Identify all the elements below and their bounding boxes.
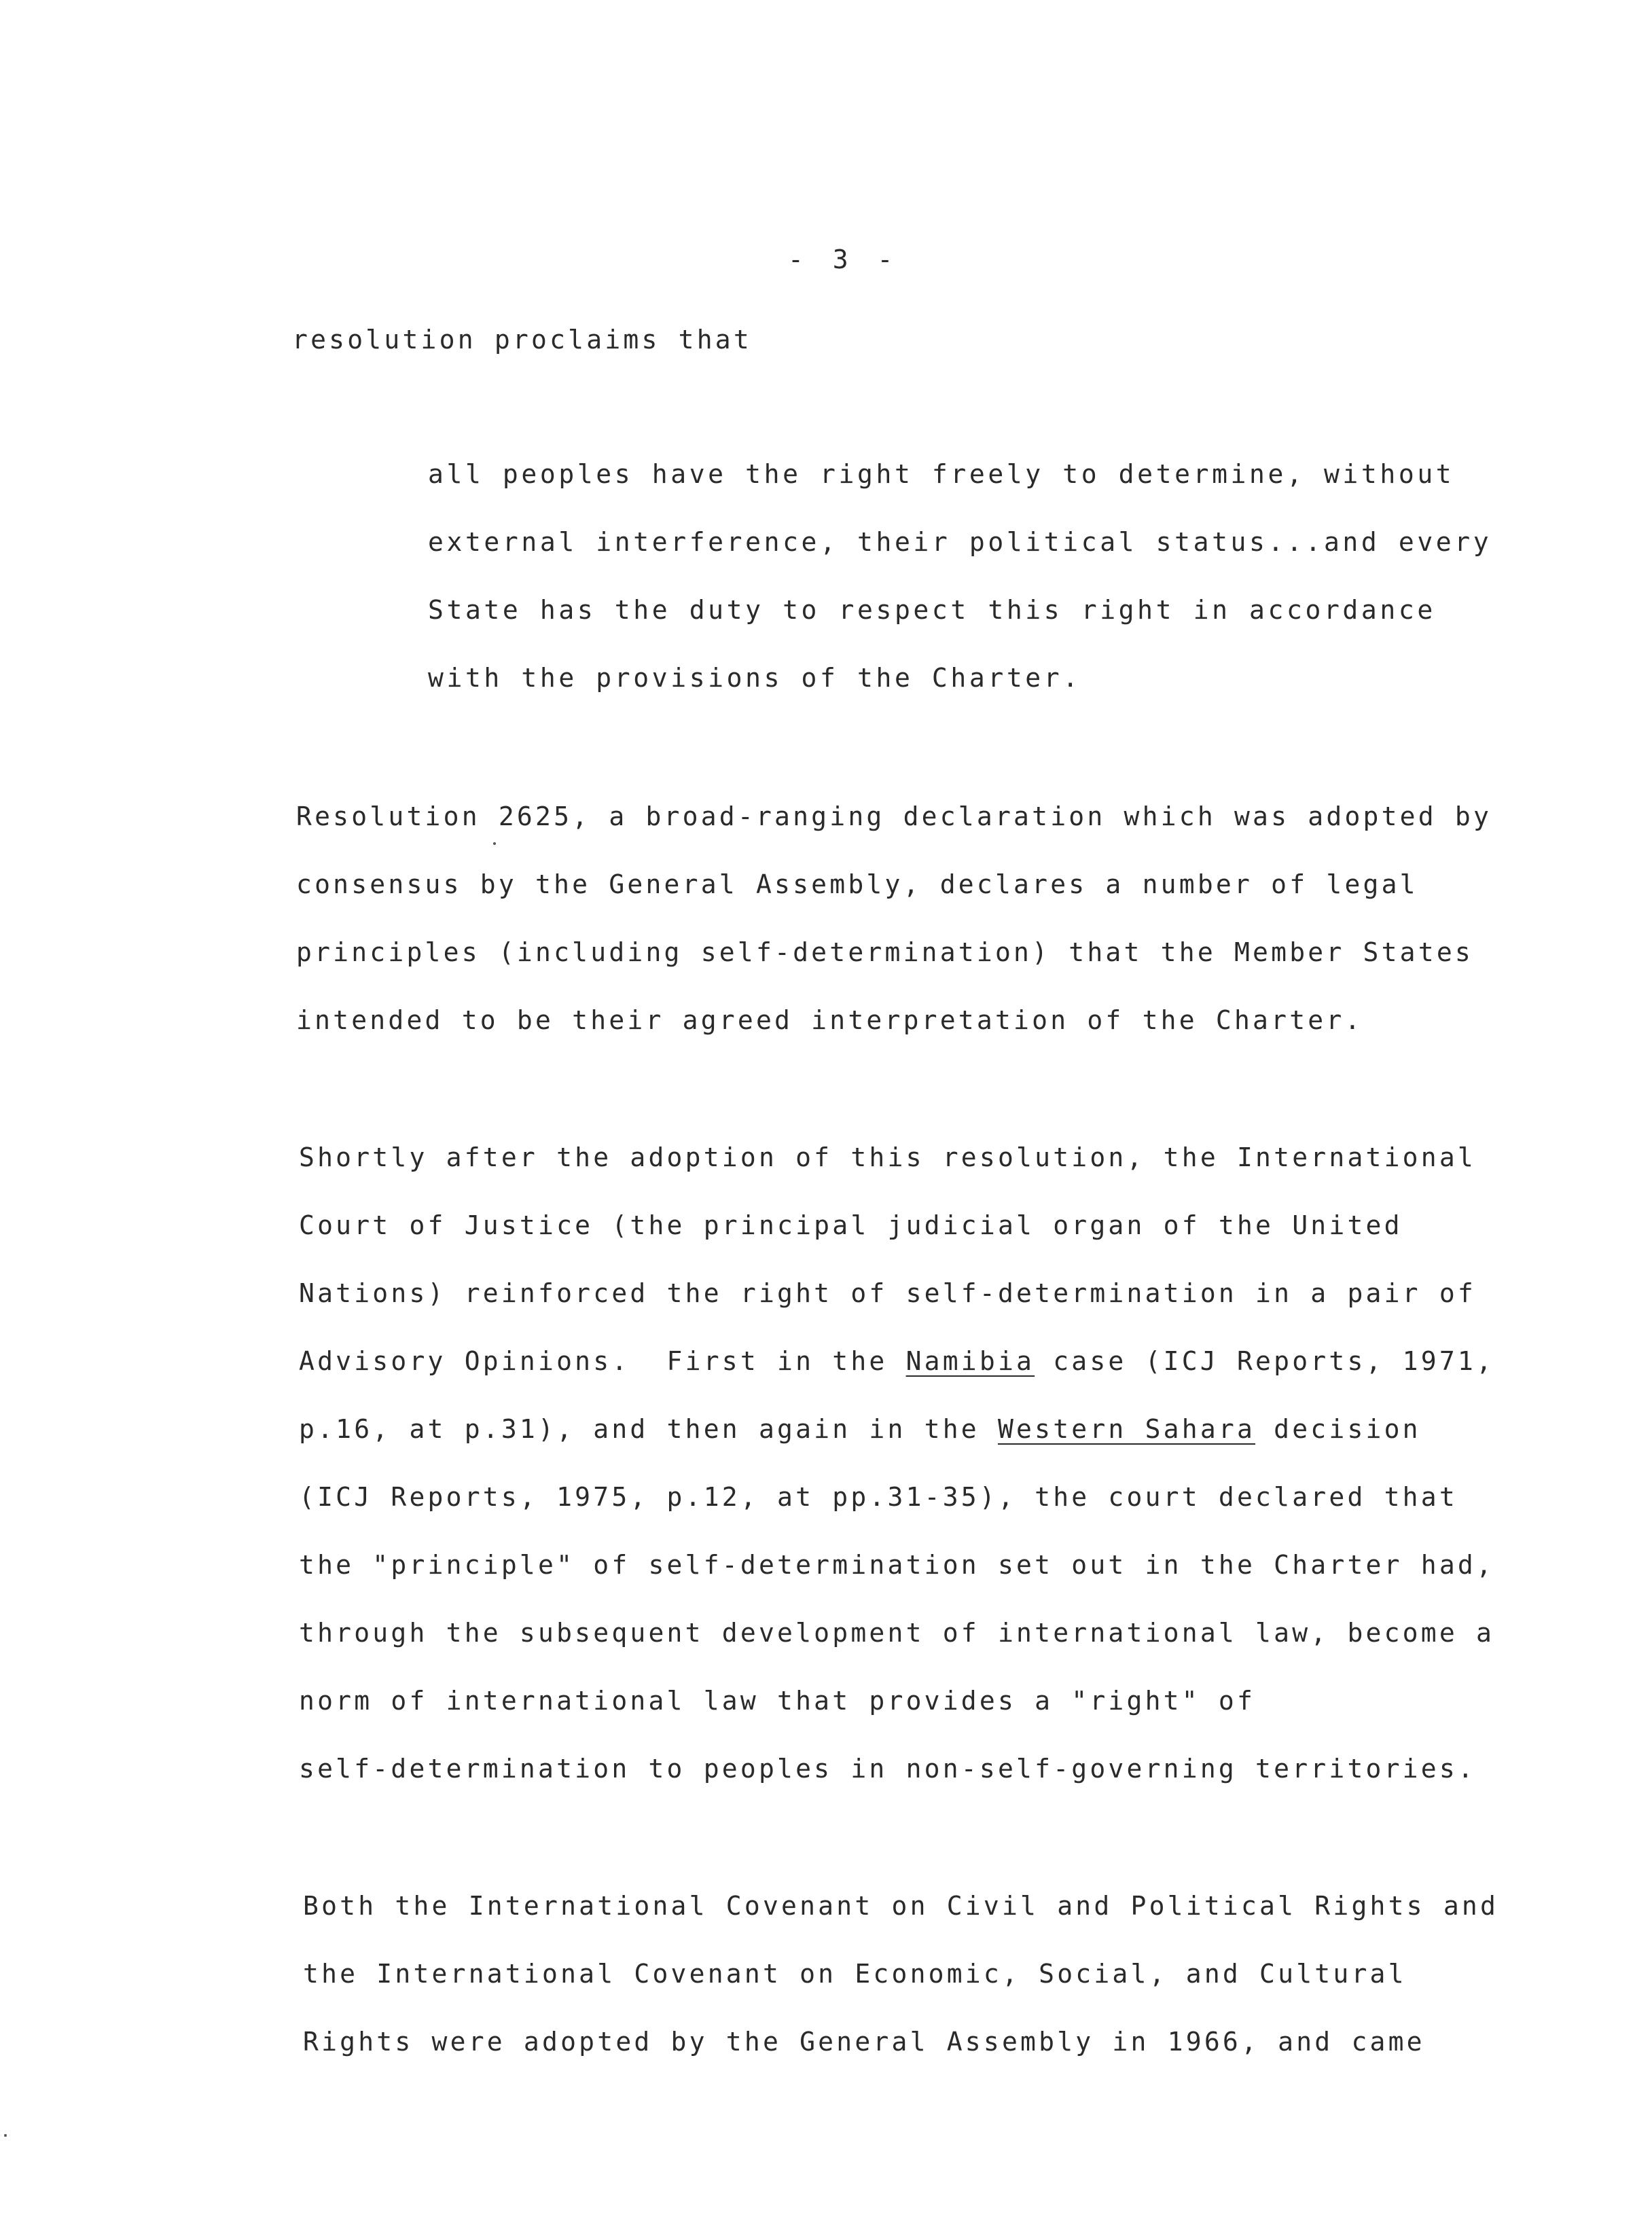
- quote-line: all peoples have the right freely to determine, without: [428, 459, 1455, 489]
- intro-line: resolution proclaims that: [292, 325, 752, 355]
- paragraph-line: [299, 1413, 1421, 1445]
- paragraph-line: (ICJ Reports, 1975, p.12, at pp.31-35), the court declared that: [299, 1482, 1458, 1512]
- quote-line: State has the duty to respect this right in accordance: [428, 595, 1436, 625]
- paragraph-line: through the subsequent development of international law, become a: [299, 1618, 1495, 1648]
- paragraph-line: self-determination to peoples in non-self-governing territories.: [299, 1754, 1476, 1784]
- quote-line: external interference, their political status...and every: [428, 527, 1492, 557]
- paragraph-line: intended to be their agreed interpretation of the Charter.: [296, 1005, 1363, 1035]
- paragraph-line: [299, 1345, 1494, 1377]
- text-span: case (ICJ Reports, 1971,: [1035, 1346, 1495, 1376]
- paragraph-line: Nations) reinforced the right of self-determination in a pair of: [299, 1278, 1476, 1308]
- text-span: p.16, at p.31), and then again in the: [299, 1414, 998, 1444]
- paragraph-line: Court of Justice (the principal judicial organ of the United: [299, 1210, 1403, 1240]
- paragraph-line: the "principle" of self-determination set out in the Charter had,: [299, 1550, 1495, 1580]
- paragraph-line: Resolution 2625, a broad-ranging declaration which was adopted by: [296, 801, 1492, 831]
- scan-speck: [4, 2134, 7, 2137]
- scan-speck: [493, 842, 496, 845]
- text-span: decision: [1255, 1414, 1421, 1444]
- paragraph-line: the International Covenant on Economic, Social, and Cultural: [303, 1959, 1407, 1989]
- case-name-namibia: Namibia: [905, 1346, 1035, 1376]
- paragraph-line: norm of international law that provides a "right" of: [299, 1686, 1256, 1716]
- paragraph-line: principles (including self-determination) that the Member States: [296, 937, 1473, 967]
- quote-line: with the provisions of the Charter.: [428, 663, 1081, 693]
- page-number: - 3 -: [788, 245, 900, 274]
- paragraph-line: consensus by the General Assembly, declares a number of legal: [296, 869, 1418, 899]
- case-name-western-sahara: Western Sahara: [997, 1414, 1256, 1444]
- paragraph-line: Rights were adopted by the General Assembly in 1966, and came: [303, 2027, 1425, 2057]
- text-span: Advisory Opinions. First in the: [299, 1346, 906, 1376]
- paragraph-line: Both the International Covenant on Civil and Political Rights and: [303, 1891, 1499, 1921]
- paragraph-line: Shortly after the adoption of this resolution, the International: [299, 1142, 1476, 1172]
